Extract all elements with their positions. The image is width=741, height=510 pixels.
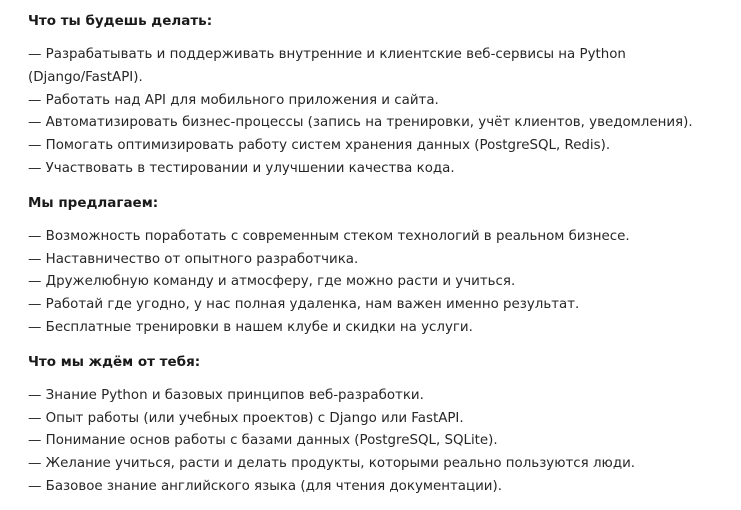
- section-title-requirements: Что мы ждём от тебя:: [28, 353, 201, 370]
- list-item: — Помогать оптимизировать работу систем хранения данных (PostgreSQL, Redis).: [28, 138, 611, 154]
- list-item: — Желание учиться, расти и делать продукты, которыми реально пользуются люди.: [28, 456, 636, 472]
- duties-list: [28, 44, 741, 181]
- list-item: — Опыт работы (или учебных проектов) с Django или FastAPI.: [28, 410, 464, 426]
- list-item: — Автоматизировать бизнес-процессы (запись на тренировки, учёт клиентов, уведомления).: [28, 115, 693, 131]
- list-item: — Работай где угодно, у нас полная удаленка, нам важен именно результат.: [28, 297, 580, 313]
- list-item: — Знание Python и базовых принципов веб-разработки.: [28, 387, 424, 403]
- list-item: — Разрабатывать и поддерживать внутренние и клиентские веб-сервисы на Python (Django/FastAPI).: [28, 47, 626, 85]
- list-item: — Дружелюбную команду и атмосферу, где можно расти и учиться.: [28, 274, 516, 290]
- list-item: — Базовое знание английского языка (для чтения документации).: [28, 478, 502, 494]
- section-title-duties: Что ты будешь делать:: [28, 13, 213, 29]
- offer-list: [28, 226, 741, 340]
- list-item: — Возможность поработать с современным стеком технологий в реальном бизнесе.: [28, 228, 630, 244]
- list-item: — Понимание основ работы с базами данных (PostgreSQL, SQLite).: [28, 433, 498, 449]
- list-item: — Работать над API для мобильного приложения и сайта.: [28, 92, 439, 108]
- section-title-offer: Мы предлагаем:: [28, 194, 159, 211]
- requirements-list: [28, 385, 741, 499]
- list-item: — Участвовать в тестировании и улучшении качества кода.: [28, 160, 455, 176]
- list-item: — Наставничество от опытного разработчика.: [28, 251, 359, 267]
- list-item: — Бесплатные тренировки в нашем клубе и скидки на услуги.: [28, 319, 473, 335]
